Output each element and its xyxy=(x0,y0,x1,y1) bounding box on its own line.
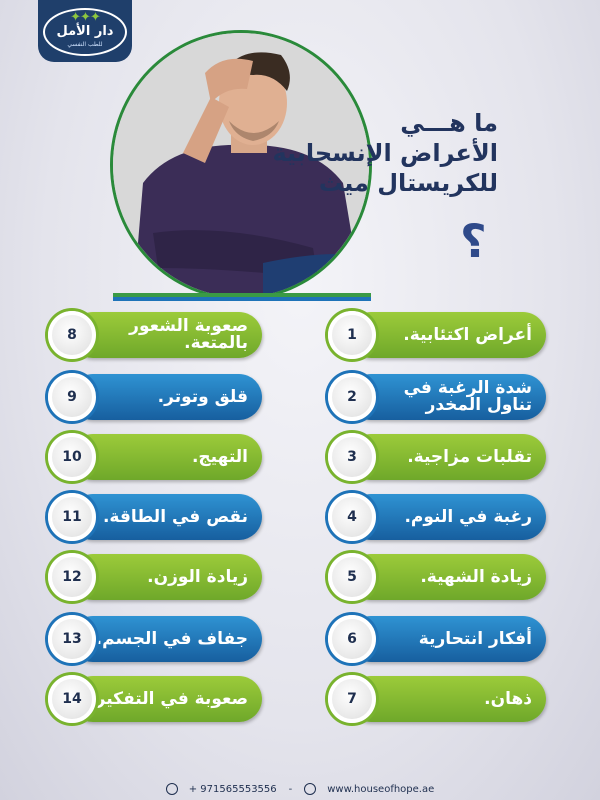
title-line-1: ما هـــي xyxy=(400,109,498,137)
globe-icon xyxy=(304,783,316,795)
footer xyxy=(0,778,600,800)
symptom-number-badge: 2 xyxy=(328,373,376,421)
symptom-number-badge: 10 xyxy=(48,433,96,481)
symptom-label: التهيج. xyxy=(191,446,248,467)
symptom-number-badge: 1 xyxy=(328,311,376,359)
symptom-item xyxy=(348,494,546,540)
symptom-number-badge: 9 xyxy=(48,373,96,421)
symptom-label: رغبة في النوم. xyxy=(404,506,532,527)
brand-logo xyxy=(38,0,132,62)
symptom-number-badge: 3 xyxy=(328,433,376,481)
whatsapp-icon xyxy=(166,783,178,795)
symptom-item xyxy=(70,554,262,600)
symptom-item xyxy=(348,616,546,662)
symptom-item xyxy=(348,312,546,358)
question-mark: ؟ xyxy=(460,214,487,268)
page-title xyxy=(268,108,498,198)
symptom-item xyxy=(348,554,546,600)
symptom-item xyxy=(348,434,546,480)
footer-website[interactable]: www.houseofhope.ae xyxy=(327,783,435,795)
footer-separator: - xyxy=(288,783,293,795)
symptom-item xyxy=(348,374,546,420)
symptom-number-badge: 13 xyxy=(48,615,96,663)
symptom-item xyxy=(70,494,262,540)
symptom-item xyxy=(70,434,262,480)
symptom-item xyxy=(70,312,262,358)
symptom-label: صعوبة في التفكير xyxy=(95,688,248,709)
symptom-label: زيادة الوزن. xyxy=(147,566,248,587)
symptom-item xyxy=(70,374,262,420)
symptom-label: أعراض اكتئابية. xyxy=(403,324,532,345)
symptom-label: زيادة الشهية. xyxy=(420,566,532,587)
footer-phone[interactable]: + 971565553556 xyxy=(188,783,277,795)
symptom-number-badge: 14 xyxy=(48,675,96,723)
symptom-item xyxy=(70,616,262,662)
logo-name: دار الأمل xyxy=(56,24,114,39)
symptom-number-badge: 11 xyxy=(48,493,96,541)
symptom-label: أفكار انتحارية xyxy=(418,628,532,649)
symptom-label: شدة الرغبة في تناول المخدر xyxy=(403,378,532,415)
photo-underline-blue xyxy=(113,297,371,301)
symptom-label: صعوبة الشعور بالمتعة. xyxy=(129,316,248,353)
symptom-number-badge: 7 xyxy=(328,675,376,723)
symptom-label: نقص في الطاقة. xyxy=(102,506,248,527)
people-icon: ✦✦✦ xyxy=(70,10,100,25)
symptom-label: ذهان. xyxy=(484,688,532,709)
symptom-label: تقلبات مزاجية. xyxy=(407,446,532,467)
symptom-number-badge: 8 xyxy=(48,311,96,359)
symptom-number-badge: 12 xyxy=(48,553,96,601)
symptom-number-badge: 5 xyxy=(328,553,376,601)
title-line-2: الأعراض الإنسحابية xyxy=(272,139,498,167)
symptom-number-badge: 6 xyxy=(328,615,376,663)
symptom-label: قلق وتوتر. xyxy=(157,386,248,407)
symptom-item xyxy=(70,676,262,722)
logo-tagline: للطب النفسي xyxy=(67,41,103,48)
symptom-item xyxy=(348,676,546,722)
symptom-number-badge: 4 xyxy=(328,493,376,541)
title-line-3: للكريستال ميث xyxy=(318,169,498,197)
symptom-label: جفاف في الجسم. xyxy=(95,628,248,649)
